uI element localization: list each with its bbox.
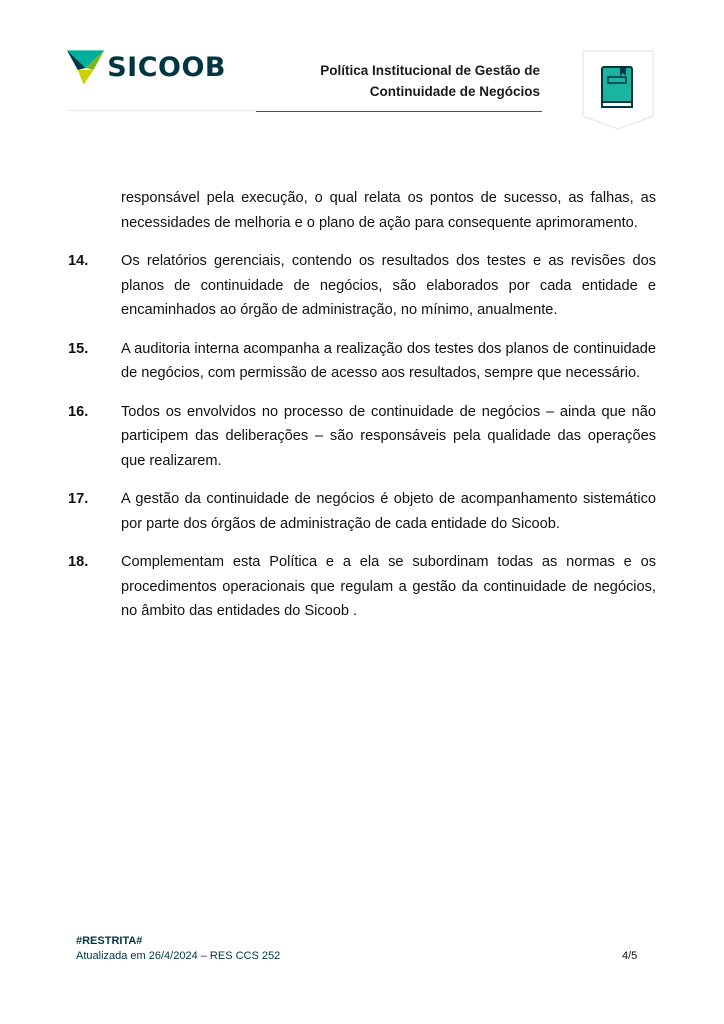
item-text: Complementam esta Política e a ela se subordinam todas as normas e os procedimentos operacionais que regulam a gestão da continuidade de negócios, no âmbito das entidades do Sicoob . [121, 554, 656, 619]
header-divider [256, 111, 542, 112]
header-divider-left [66, 110, 256, 111]
brand-name: SICOOB [107, 51, 226, 83]
item-number: 17. [68, 491, 89, 507]
list-item [68, 487, 656, 536]
list-item [68, 400, 656, 474]
update-note: Atualizada em 26/4/2024 – RES CCS 252 [76, 950, 281, 962]
item-number: 15. [68, 340, 89, 357]
item-text: Todos os envolvidos no processo de continuidade de negócios – ainda que não participem das deliberações – são responsáveis pela qualidade das operações que realizarem. [121, 403, 656, 469]
continued-paragraph: responsável pela execução, o qual relata os pontos de sucesso, as falhas, as necessidades de melhoria e o plano de ação para consequente aprimoramento. [121, 190, 656, 231]
document-title-line-2: Continuidade de Negócios [369, 84, 540, 99]
item-number: 14. [68, 253, 89, 269]
list-item [68, 249, 656, 323]
sicoob-logo-icon [66, 48, 105, 86]
sicoob-logo [66, 48, 226, 86]
item-text: Os relatórios gerenciais, contendo os resultados dos testes e as revisões dos planos de continuidade de negócios, são elaborados por cada entidade e encaminhados ao órgão de administração, no mínimo, anualmente. [121, 253, 656, 318]
classification-tag: #RESTRITA# [76, 935, 143, 947]
document-body [68, 186, 656, 638]
document-title [320, 60, 540, 102]
item-number: 18. [68, 554, 89, 570]
list-item [68, 550, 656, 624]
page-number: 4/5 [622, 950, 638, 962]
item-text: A auditoria interna acompanha a realização dos testes dos planos de continuidade de negócios, com permissão de acesso aos resultados, sempre que necessário. [121, 340, 656, 381]
item-text: A gestão da continuidade de negócios é objeto de acompanhamento sistemático por parte dos órgãos de administração de cada entidade do Sicoob. [121, 491, 656, 532]
book-icon [602, 67, 632, 107]
document-title-line-1: Política Institucional de Gestão de [320, 63, 540, 78]
book-badge [582, 50, 654, 130]
list-item [68, 337, 656, 386]
item-number: 16. [68, 403, 89, 420]
